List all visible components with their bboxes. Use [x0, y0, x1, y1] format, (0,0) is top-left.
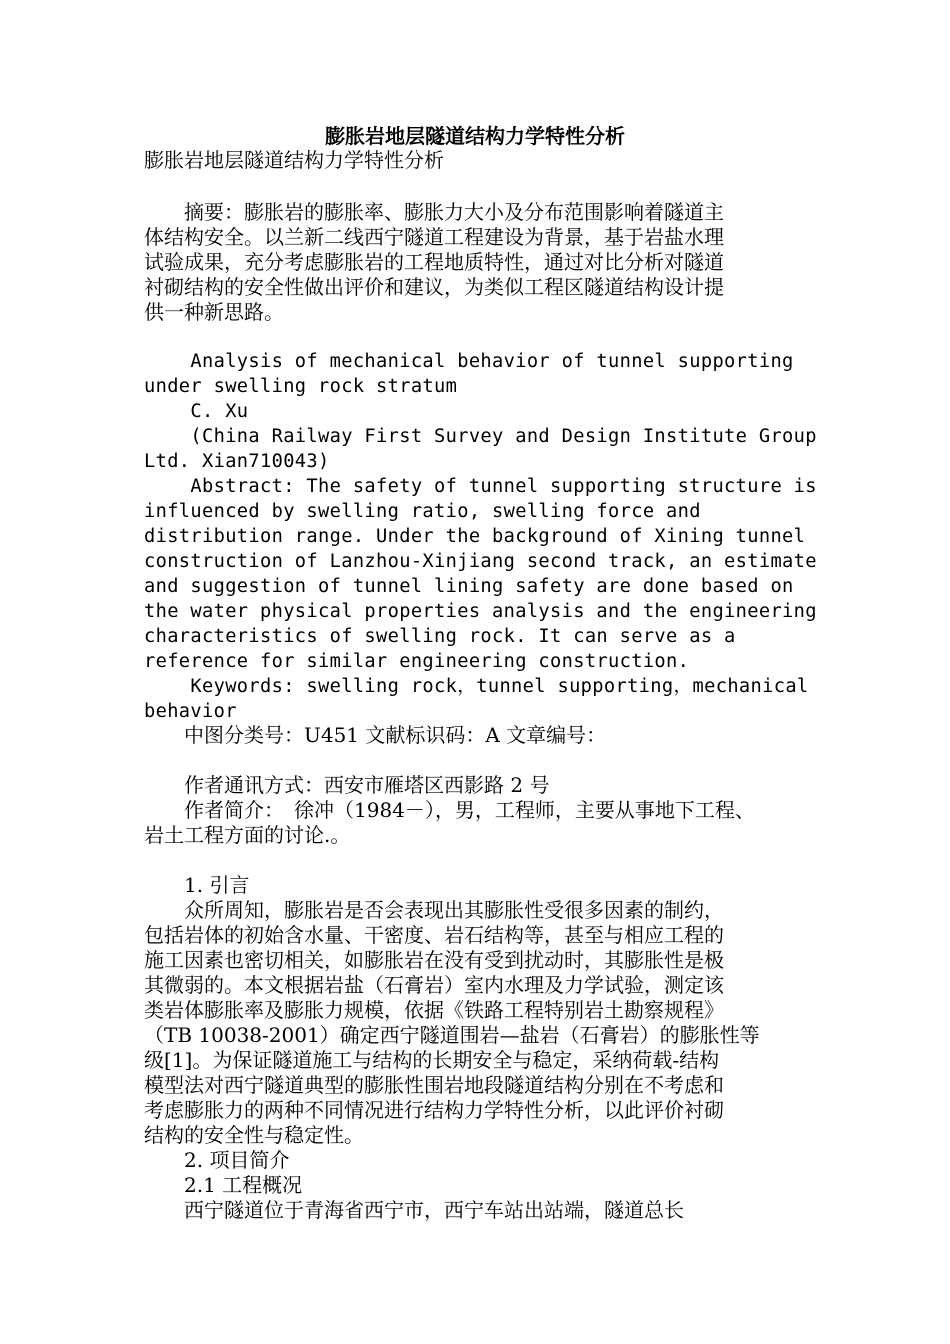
english-title-line: Analysis of mechanical behavior of tunnel supporting	[144, 351, 794, 372]
english-abstract-line: characteristics of swelling rock. It can serve as a	[144, 626, 736, 647]
abstract-cn-line: 试验成果，充分考虑膨胀岩的工程地质特性，通过对比分析对隧道	[144, 250, 724, 274]
body-line: 结构的安全性与稳定性。	[144, 1123, 364, 1147]
english-abstract-line: influenced by swelling ratio, swelling force and	[144, 501, 701, 522]
classification-line: 中图分类号：U451 文献标识码：A 文章编号：	[144, 723, 607, 747]
body-line: 众所周知，膨胀岩是否会表现出其膨胀性受很多因素的制约，	[144, 898, 724, 922]
abstract-cn-line: 体结构安全。以兰新二线西宁隧道工程建设为背景，基于岩盐水理	[144, 225, 724, 249]
english-title-line: under swelling rock stratum	[144, 376, 458, 397]
english-affiliation: Ltd. Xian710043)	[144, 451, 330, 472]
english-abstract-line: reference for similar engineering construction.	[144, 651, 690, 672]
english-abstract-line: Abstract: The safety of tunnel supporting structure is	[144, 476, 817, 497]
section-heading: 1. 引言	[144, 873, 250, 897]
body-line: 其微弱的。本文根据岩盐（石膏岩）室内水理及力学试验，测定该	[144, 973, 724, 997]
english-abstract-line: distribution range. Under the background of Xining tunnel	[144, 526, 806, 547]
document-title: 膨胀岩地层隧道结构力学特性分析	[325, 124, 625, 148]
section-heading: 2. 项目简介	[144, 1148, 290, 1172]
abstract-cn-line: 衬砌结构的安全性做出评价和建议，为类似工程区隧道结构设计提	[144, 275, 724, 299]
english-abstract-line: the water physical properties analysis and the engineering	[144, 601, 817, 622]
body-line: 包括岩体的初始含水量、干密度、岩石结构等，甚至与相应工程的	[144, 923, 724, 947]
body-line: 级[1]。为保证隧道施工与结构的长期安全与稳定，采纳荷载-结构	[144, 1048, 720, 1072]
english-keywords: behavior	[144, 701, 237, 722]
abstract-cn-line: 摘要：膨胀岩的膨胀率、膨胀力大小及分布范围影响着隧道主	[144, 200, 724, 224]
body-line: （TB 10038-2001）确定西宁隧道围岩—盐岩（石膏岩）的膨胀性等	[144, 1023, 760, 1047]
body-line: 模型法对西宁隧道典型的膨胀性围岩地段隧道结构分别在不考虑和	[144, 1073, 724, 1097]
english-affiliation: (China Railway First Survey and Design Institute Group	[144, 426, 817, 447]
english-abstract-line: and suggestion of tunnel lining safety are done based on	[144, 576, 794, 597]
english-author: C. Xu	[144, 401, 249, 422]
english-abstract-line: construction of Lanzhou-Xinjiang second track, an estimate	[144, 551, 817, 572]
body-line: 施工因素也密切相关，如膨胀岩在没有受到扰动时，其膨胀性是极	[144, 948, 724, 972]
abstract-cn-line: 供一种新思路。	[144, 300, 284, 324]
body-line: 类岩体膨胀率及膨胀力规模，依据《铁路工程特别岩土勘察规程》	[144, 998, 724, 1022]
body-line: 考虑膨胀力的两种不同情况进行结构力学特性分析，以此评价衬砌	[144, 1098, 724, 1122]
english-keywords: Keywords: swelling rock，tunnel supporting，mechanical	[144, 676, 809, 697]
subsection-heading: 2.1 工程概况	[144, 1173, 303, 1197]
author-bio: 作者简介： 徐冲（1984－），男，工程师，主要从事地下工程、	[144, 798, 755, 822]
author-bio: 岩土工程方面的讨论.。	[144, 823, 351, 847]
body-line: 西宁隧道位于青海省西宁市，西宁车站出站端，隧道总长	[144, 1198, 684, 1222]
document-subtitle: 膨胀岩地层隧道结构力学特性分析	[144, 148, 444, 172]
author-contact: 作者通讯方式：西安市雁塔区西影路 2 号	[144, 773, 550, 797]
